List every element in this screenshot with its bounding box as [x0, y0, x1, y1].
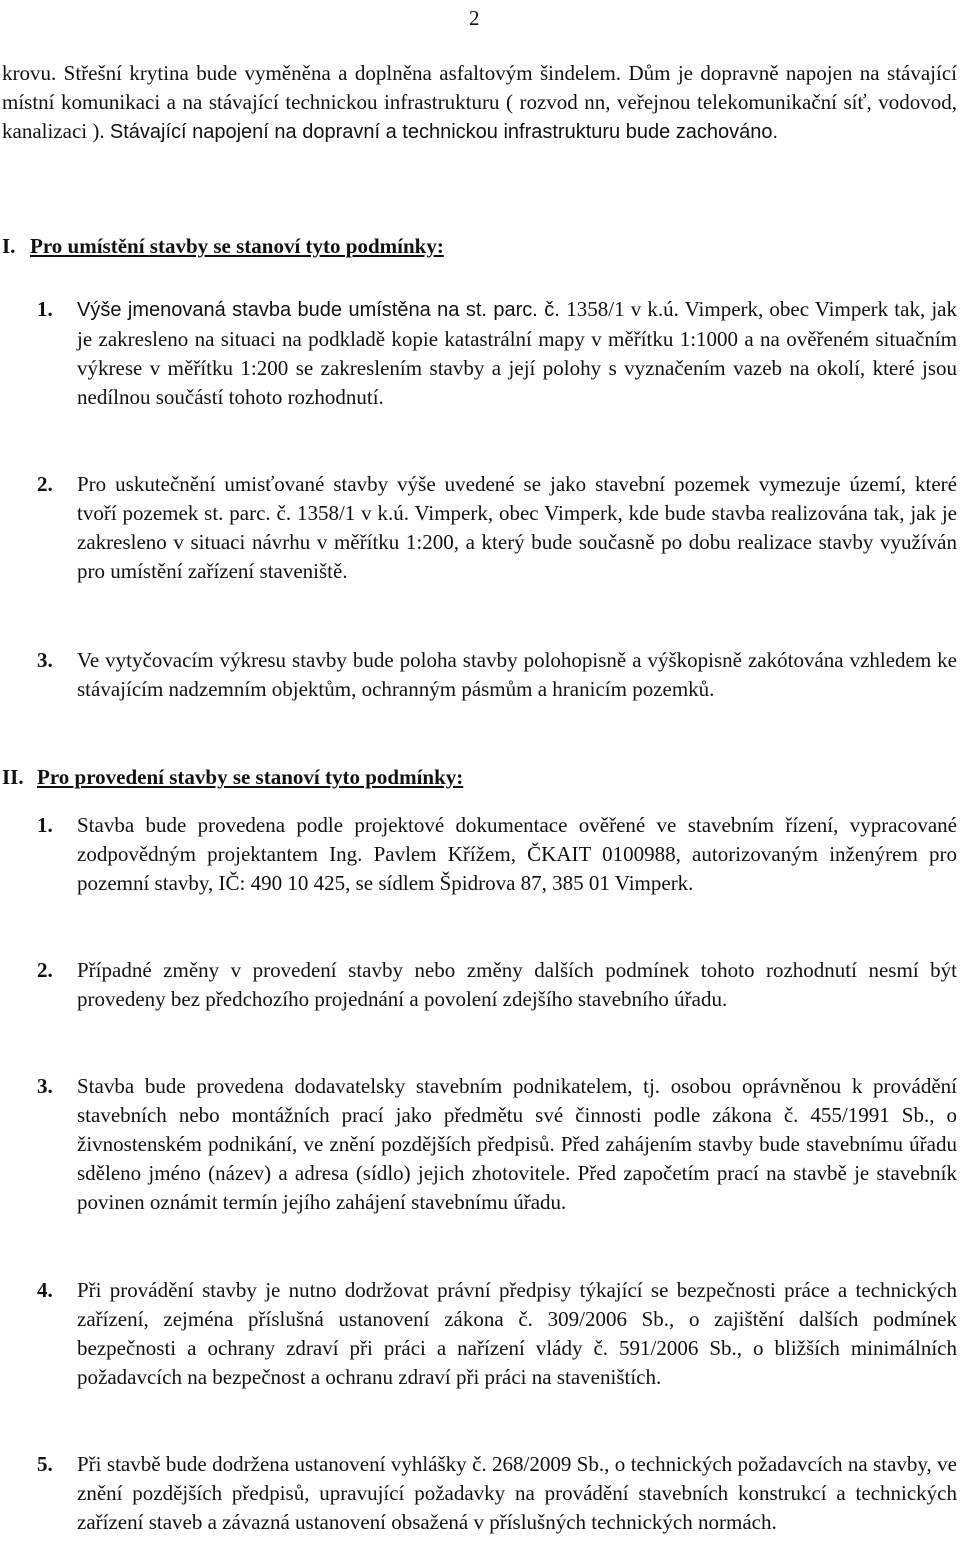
intro-text-sans: Stávající napojení na dopravní a technickou infrastrukturu bude zachováno.	[109, 121, 779, 143]
item-text: Pro uskutečnění umisťované stavby výše uvedené se jako stavební pozemek vymezuje území, které tvoří pozemek st. parc. č. 1358/1 v k.ú. Vimperk, obec Vimperk, kde bude stavba realizována tak, jak je zakresleno v situaci návrhu v měřítku 1:200, a který bude současně po dobu realizace stavby využíván pro umístění zařízení staveniště.	[77, 472, 957, 583]
item-number: 3.	[37, 648, 53, 672]
condition-item	[37, 1276, 957, 1392]
item-number: 2.	[37, 472, 53, 496]
condition-item	[37, 1072, 957, 1217]
item-text: Při provádění stavby je nutno dodržovat právní předpisy týkající se bezpečnosti práce a technických zařízení, zejména příslušná ustanovení zákona č. 309/2006 Sb., o zajištění dalších podmínek bezpečnosti a ochrany zdraví při práci a nařízení vlády č. 591/2006 Sb., o bližších minimálních požadavcích na bezpečnost a ochranu zdraví při práci na staveništích.	[77, 1278, 957, 1389]
condition-item	[37, 1450, 957, 1537]
item-number: 1.	[37, 813, 53, 837]
condition-item	[37, 470, 957, 586]
page-number: 2	[469, 6, 480, 30]
item-text: Ve vytyčovacím výkresu stavby bude poloha stavby polohopisně a výškopisně zakótována vzhledem ke stávajícím nadzemním objektům, ochranným pásmům a hranicím pozemků.	[77, 648, 957, 701]
condition-item	[37, 956, 957, 1014]
item-text: Stavba bude provedena dodavatelsky stavebním podnikatelem, tj. osobou oprávněnou k provádění stavebních nebo montážních prací jako předmětu své činnosti podle zákona č. 455/1991 Sb., o živnostenském podnikání, ve znění pozdějších předpisů. Před zahájením stavby bude stavebnímu úřadu sděleno jméno (název) a adresa (sídlo) jejich zhotovitele. Před započetím prací na stavbě je stavebník povinen oznámit termín jejího zahájení stavebnímu úřadu.	[77, 1074, 957, 1214]
item-text: Případné změny v provedení stavby nebo změny dalších podmínek tohoto rozhodnutí nesmí být provedeny bez předchozího projednání a povolení zdejšího stavebního úřadu.	[77, 958, 957, 1011]
condition-item	[37, 811, 957, 898]
section-heading-2	[2, 763, 463, 792]
intro-paragraph	[2, 59, 957, 147]
item-number: 3.	[37, 1074, 53, 1098]
item-number: 1.	[37, 297, 53, 321]
item-text: Při stavbě bude dodržena ustanovení vyhlášky č. 268/2009 Sb., o technických požadavcích na stavby, ve znění pozdějších předpisů, upravující požadavky na provádění stavebních konstrukcí a technických zařízení staveb a závazná ustanovení obsažená v příslušných technických normách.	[77, 1452, 957, 1534]
item-text-sans: Výše jmenovaná stavba bude umístěna na st. parc. č.	[77, 299, 567, 321]
item-number: 5.	[37, 1452, 53, 1476]
item-number: 4.	[37, 1278, 53, 1302]
section-heading-1	[2, 232, 444, 261]
item-text: Stavba bude provedena podle projektové dokumentace ověřené ve stavebním řízení, vypracované zodpovědným projektantem Ing. Pavlem Křížem, ČKAIT 0100988, autorizovaným inženýrem pro pozemní stavby, IČ: 490 10 425, se sídlem Špidrova 87, 385 01 Vimperk.	[77, 813, 957, 895]
item-text-serif: 1358/1 v k.ú. Vimperk, obec Vimperk tak, jak je zakresleno na situaci na podkladě kopie katastrální mapy v měřítku 1:1000 a na ověřeném situačním výkrese v měřítku 1:200 se zakreslením stavby a její polohy s vyznačením vazeb na okolí, které jsou nedílnou součástí tohoto rozhodnutí.	[77, 297, 957, 409]
item-text	[77, 295, 957, 412]
item-number: 2.	[37, 958, 53, 982]
section-number: II.	[2, 765, 24, 789]
section-title: Pro provedení stavby se stanoví tyto podmínky:	[37, 765, 464, 789]
condition-item	[37, 646, 957, 704]
intro-text: krovu. Střešní krytina bude vyměněna a doplněna asfaltovým šindelem. Dům je dopravně napojen na stávající místní komunikaci a na stávající technickou infrastrukturu ( rozvod nn, veřejnou telekomunikační síť, vodovod, kanalizaci ).	[2, 61, 957, 143]
condition-item	[37, 295, 957, 412]
section-title: Pro umístění stavby se stanoví tyto podmínky:	[30, 234, 444, 258]
section-number: I.	[2, 234, 16, 258]
